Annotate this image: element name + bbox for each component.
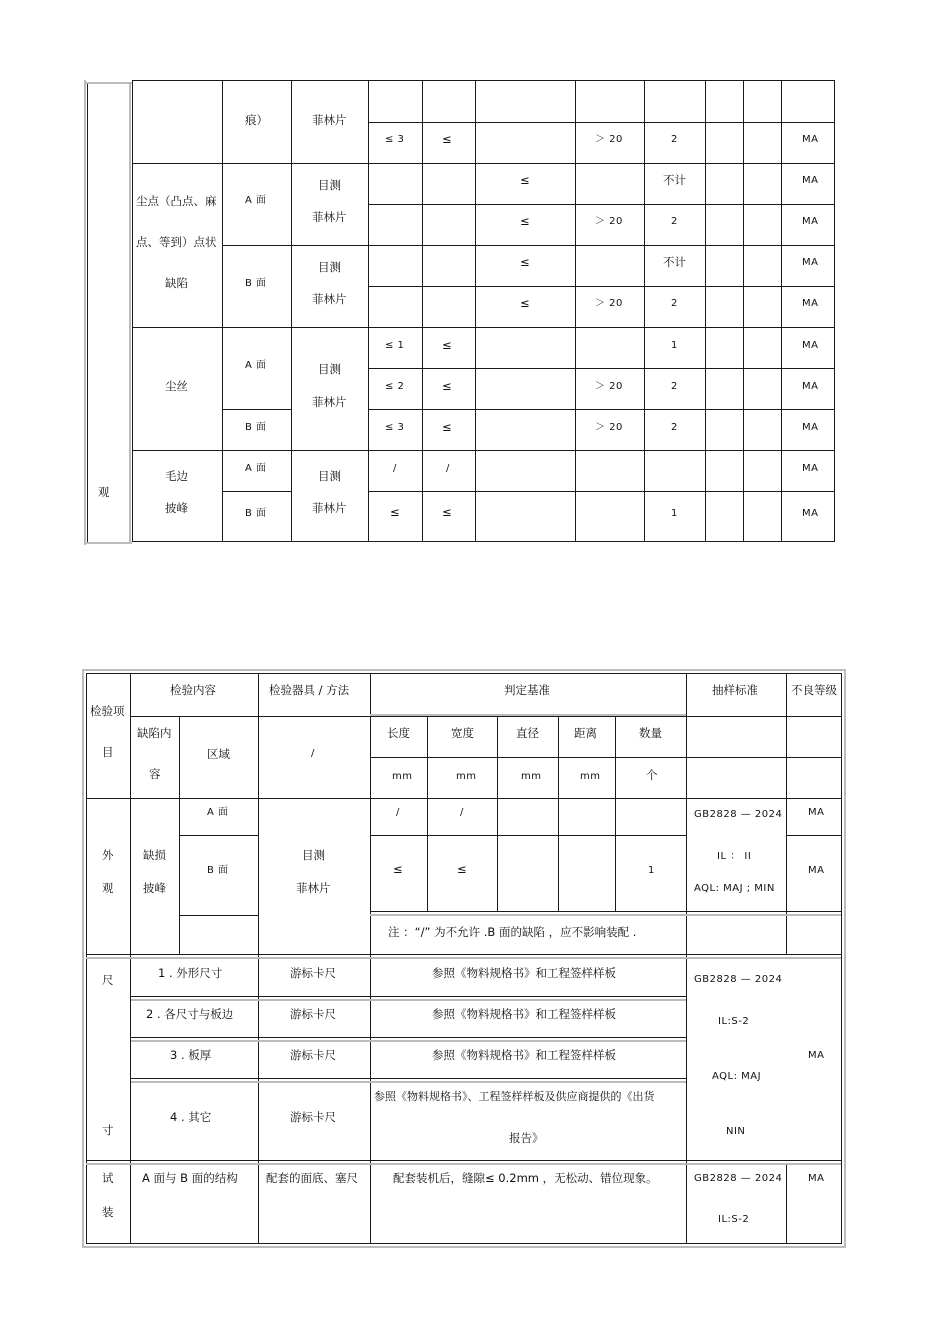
item-label: 装 [102, 1205, 114, 1219]
side-label: 观 [98, 485, 110, 499]
criteria-cell: 参照《物料规格书》、工程签样样板及供应商提供的《出货 [374, 1090, 655, 1103]
note-text: 注 ：“/” 为不允许 .B 面的缺陷 ，应不影响装配 . [388, 925, 637, 939]
diameter-cell: ≤ [520, 173, 530, 187]
item-label: 寸 [102, 1123, 114, 1137]
distance-cell: ＞ 20 [595, 216, 623, 227]
tool-cell: 目测 [302, 848, 325, 862]
qty-cell: 不计 [663, 173, 686, 187]
sampling-cell: GB2828 — 2024 [694, 974, 783, 985]
header-slash: / [311, 748, 315, 759]
face-label: B 面 [207, 865, 229, 876]
item-label: 观 [102, 881, 114, 895]
sampling-cell: AQL: MAJ ; MIN [694, 883, 775, 894]
qty-cell: 不计 [663, 255, 686, 269]
header-sampling: 抽样标准 [712, 683, 758, 697]
tool-cell: 目测 [318, 469, 341, 483]
header-grade: 不良等级 [791, 683, 837, 697]
header-dim: 宽度 [451, 726, 474, 740]
header-unit: mm [580, 771, 601, 782]
width-cell: / [460, 807, 464, 818]
tool-cell: 游标卡尺 [290, 1007, 336, 1021]
defect-name: 缺陷 [165, 276, 188, 290]
defect-name: 毛边 [165, 469, 188, 483]
tool-cell: 游标卡尺 [290, 1048, 336, 1062]
grade-cell: MA [802, 381, 819, 392]
tool-cell: 目测 [318, 362, 341, 376]
criteria-cell: 参照《物料规格书》和工程签样样板 [432, 966, 616, 980]
face-label: B 面 [245, 508, 267, 519]
face-label: B 面 [245, 422, 267, 433]
defect-name: 点、等到）点状 [136, 235, 217, 249]
qty-cell: 2 [671, 298, 678, 309]
distance-cell: ＞ 20 [595, 298, 623, 309]
width-cell: ≤ [457, 862, 467, 876]
width-cell: ≤ [442, 420, 452, 434]
length-cell: / [396, 807, 400, 818]
width-cell: / [446, 463, 450, 474]
item-label: 试 [102, 1171, 114, 1185]
length-cell: ≤ 3 [385, 422, 405, 433]
distance-cell: ＞ 20 [595, 134, 623, 145]
grade-cell: MA [802, 340, 819, 351]
qty-cell: 2 [671, 422, 678, 433]
distance-cell: ＞ 20 [595, 422, 623, 433]
defect-name: 披峰 [165, 501, 188, 515]
criteria-cell: 参照《物料规格书》和工程签样样板 [432, 1048, 616, 1062]
length-cell: ≤ [393, 862, 403, 876]
content-cell: 3 . 板厚 [170, 1048, 212, 1062]
face-label: A 面 [245, 360, 267, 371]
header-unit: 个 [646, 768, 658, 782]
content-cell: 1 . 外形尺寸 [158, 966, 223, 980]
defect-name: 尘丝 [165, 379, 188, 393]
header-criteria: 判定基准 [504, 683, 550, 697]
header-unit: mm [521, 771, 542, 782]
grade-cell: MA [802, 216, 819, 227]
content-cell: A 面与 B 面的结构 [142, 1171, 238, 1185]
header-dim: 距离 [574, 726, 597, 740]
tool-cell: 目测 [318, 178, 341, 192]
sampling-cell: IL ： II [717, 851, 752, 862]
sampling-cell: GB2828 — 2024 [694, 809, 783, 820]
width-cell: ≤ [442, 338, 452, 352]
criteria-cell: 配套装机后，缝隙≤ 0.2mm ，无松动、错位现象。 [393, 1171, 658, 1185]
length-cell: ≤ [390, 505, 400, 519]
qty-cell: 2 [671, 134, 678, 145]
tool-cell: 菲林片 [312, 501, 347, 515]
sampling-cell: NIN [726, 1126, 746, 1137]
tool-cell: 游标卡尺 [290, 1110, 336, 1124]
sampling-cell: AQL: MAJ [712, 1071, 762, 1082]
face-label: A 面 [245, 463, 267, 474]
sampling-cell: GB2828 — 2024 [694, 1173, 783, 1184]
header-dim: 直径 [516, 726, 539, 740]
header-unit: mm [456, 771, 477, 782]
length-cell: ≤ 3 [385, 134, 405, 145]
tool-cell: 菲林片 [296, 881, 331, 895]
grade-cell: MA [802, 508, 819, 519]
grade-cell: MA [802, 175, 819, 186]
length-cell: / [393, 463, 397, 474]
header-dim: 长度 [387, 726, 410, 740]
header-item: 检验项 [90, 704, 125, 718]
grade-cell: MA [802, 422, 819, 433]
tool-cell: 目测 [318, 260, 341, 274]
header-defect: 容 [149, 767, 161, 781]
diameter-cell: ≤ [520, 255, 530, 269]
defect-name: 披峰 [143, 881, 166, 895]
face-label: A 面 [207, 807, 229, 818]
header-unit: mm [392, 771, 413, 782]
grade-cell: MA [808, 1050, 825, 1061]
qty-cell: 2 [671, 381, 678, 392]
header-content: 检验内容 [170, 683, 216, 697]
item-label: 尺 [102, 973, 114, 987]
width-cell: ≤ [442, 379, 452, 393]
distance-cell: ＞ 20 [595, 381, 623, 392]
tool-cell: 配套的面底、塞尺 [266, 1171, 358, 1185]
grade-cell: MA [808, 1173, 825, 1184]
criteria-cell: 参照《物料规格书》和工程签样样板 [432, 1007, 616, 1021]
item-label: 外 [102, 848, 114, 862]
width-cell: ≤ [442, 132, 452, 146]
grade-cell: MA [808, 865, 825, 876]
area-cell: 痕） [245, 113, 268, 127]
face-label: A 面 [245, 195, 267, 206]
defect-name: 尘点（凸点、麻 [136, 194, 217, 208]
header-tool: 检验器具 / 方法 [269, 683, 350, 697]
content-cell: 4 . 其它 [170, 1110, 212, 1124]
qty-cell: 1 [671, 340, 678, 351]
grade-cell: MA [802, 463, 819, 474]
diameter-cell: ≤ [520, 214, 530, 228]
tool-cell: 游标卡尺 [290, 966, 336, 980]
face-label: B 面 [245, 278, 267, 289]
grade-cell: MA [802, 298, 819, 309]
tool-cell: 菲林片 [312, 395, 347, 409]
grade-cell: MA [802, 134, 819, 145]
grade-cell: MA [802, 257, 819, 268]
qty-cell: 1 [648, 865, 655, 876]
header-area: 区域 [207, 747, 230, 761]
tool-cell: 菲林片 [312, 113, 347, 127]
qty-cell: 1 [671, 508, 678, 519]
length-cell: ≤ 1 [385, 340, 405, 351]
header-item: 目 [102, 745, 114, 759]
tool-cell: 菲林片 [312, 292, 347, 306]
header-defect: 缺陷内 [137, 726, 172, 740]
length-cell: ≤ 2 [385, 381, 405, 392]
width-cell: ≤ [442, 505, 452, 519]
content-cell: 2 . 各尺寸与板边 [146, 1007, 234, 1021]
sampling-cell: IL:S-2 [718, 1214, 750, 1225]
sampling-cell: IL:S-2 [718, 1016, 750, 1027]
header-dim: 数量 [639, 726, 662, 740]
qty-cell: 2 [671, 216, 678, 227]
criteria-cell: 报告》 [509, 1131, 544, 1145]
tool-cell: 菲林片 [312, 210, 347, 224]
grade-cell: MA [808, 807, 825, 818]
diameter-cell: ≤ [520, 296, 530, 310]
defect-name: 缺损 [143, 848, 166, 862]
